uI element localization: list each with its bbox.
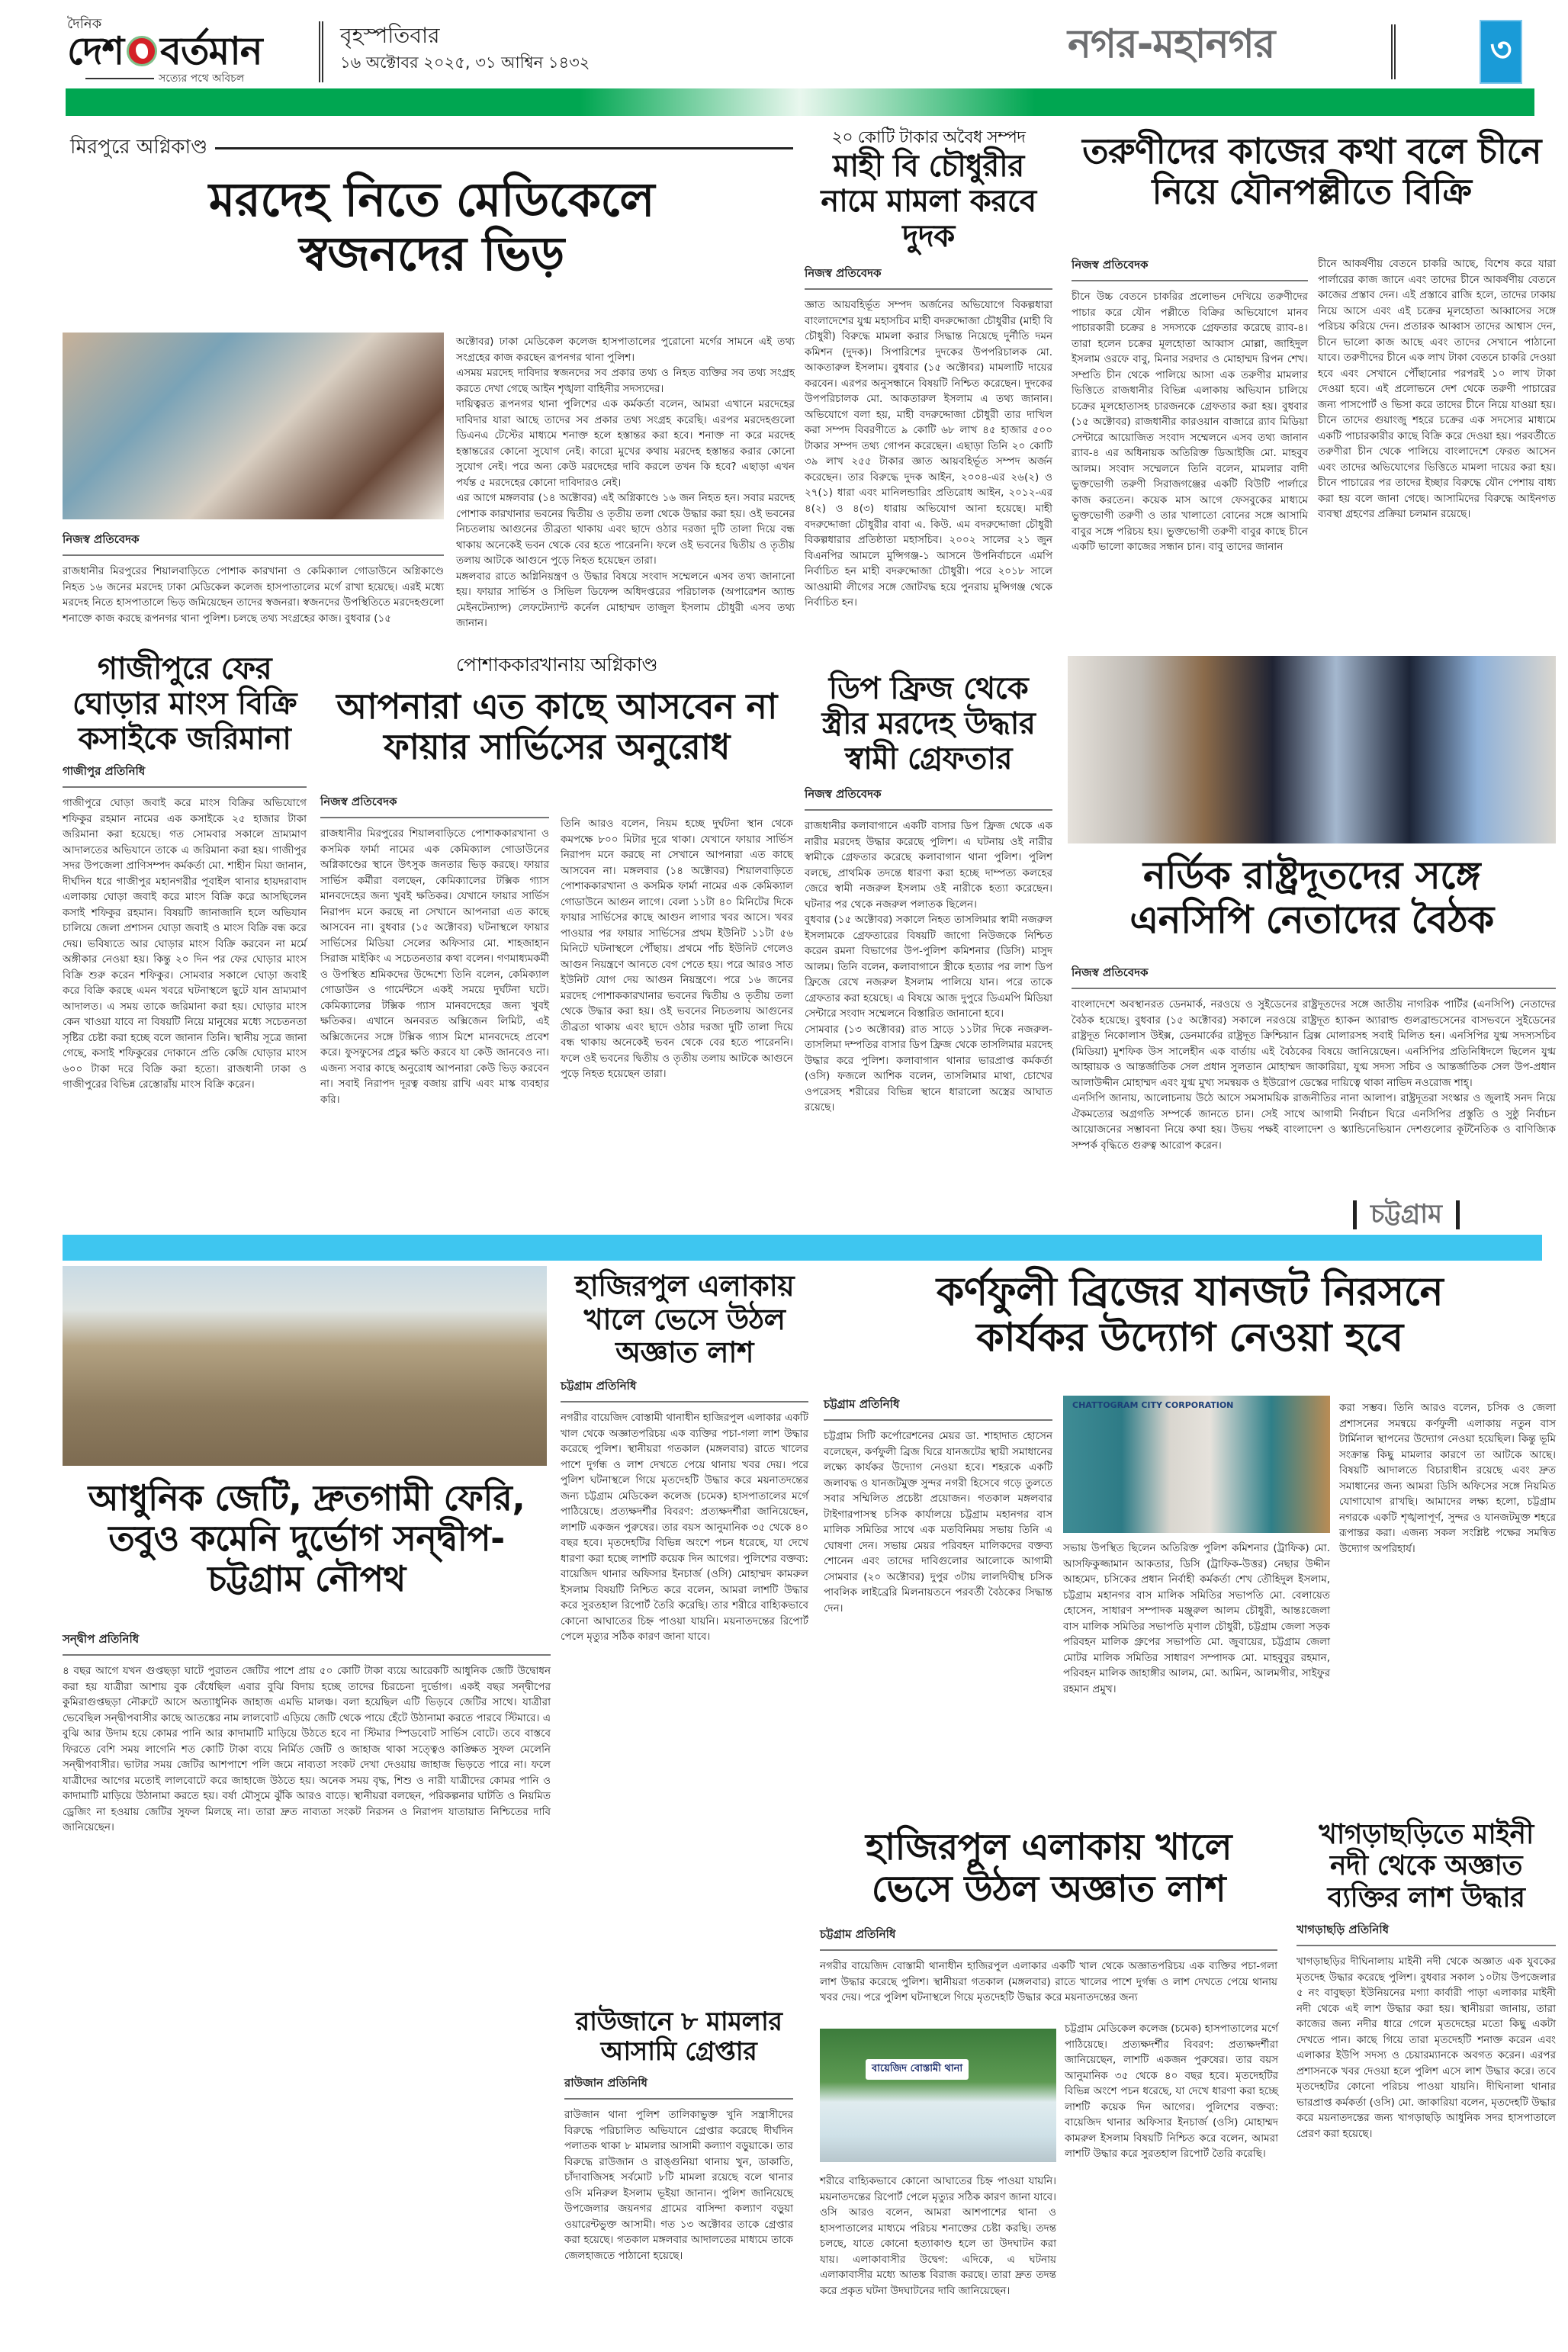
kicker-rule — [215, 147, 793, 149]
mahi-headline: মাহী বি চৌধুরীর নামে মামলা করবে দুদক — [821, 149, 1036, 255]
mirpur-col-1 — [63, 531, 444, 626]
logo-prefix: দৈনিক — [67, 16, 102, 32]
hajirpul-photo — [820, 2029, 1056, 2162]
sandwip-byline: সন্দ্বীপ প্রতিনিধি — [63, 1631, 551, 1656]
hajirpul-main-tail: শরীরে বাহ্যিকভাবে কোনো আঘাতের চিহ্ন পাওয়া যায়নি। ময়নাতদন্তের রিপোর্ট পেলে মৃত্যুর সঠিক কারণ জানা যাবে। ওসি আরও বলেন, আমরা আশপাশের থানা ও হাসপাতালের মাধ্যমে পরিচয় শনাক্তের চেষ্টা করছি। তদন্ত চলছে, যাতে কোনো হত্যাকাণ্ড হলে তা উদঘাটন করা যায়। এলাকাবাসীর উদ্বেগ: এদিকে, এ ঘটনায় এলাকাবাসীর মধ্যে আতঙ্ক বিরাজ করছে। তারা দ্রুত তদন্ত করে প্রকৃত ঘটনা উদঘাটনের দাবি জানিয়েছেন। — [820, 2175, 1056, 2297]
police-station-sign: বায়েজিদ বোস্তামী থানা — [866, 2059, 969, 2080]
hajirpul-main-headline-line-2: ভেসে উঠল অজ্ঞাত লাশ — [871, 1868, 1226, 1911]
karnaphuli-photo — [1063, 1396, 1330, 1533]
mirpur-headline — [70, 172, 793, 281]
sandwip-headline: আধুনিক জেটি, দ্রুতগামী ফেরি, তবুও কমেনি দুর্ভোগ সন্দ্বীপ-চট্টগ্রাম নৌপথ — [88, 1477, 525, 1599]
section-title: নগর-মহানগর — [1068, 21, 1275, 67]
fire-col-1 — [320, 793, 549, 1107]
bangladesh-map-logo-icon — [127, 36, 157, 66]
fire-headline-line-2: ফায়ার সার্ভিসের অনুরোধ — [384, 725, 730, 767]
nordic-photo — [1068, 656, 1556, 843]
region-band — [63, 1235, 1542, 1261]
gazipur-byline: গাজীপুর প্রতিনিধি — [63, 763, 307, 788]
mirpur-para: এর আগে মঙ্গলবার (১৪ অক্টোবর) এই অগ্নিকাণ্ডে ১৬ জন নিহত হন। সবার মরদেহ পোশাক কারখানার ভবনের দ্বিতীয় ও তৃতীয় তলা থেকে উদ্ধার করা হয়। ওই ভবনের নিচতলায় আগুনের তীব্রতা থাকায় এবং ছাদে ওঠার দরজা দুটি তালা দিয়ে বন্ধ থাকায় অনেকেই ভবন থেকে বের হতে পারেননি। ফলে ওই ভবনের দ্বিতীয় ও তৃতীয় তলায় আটকে আগুনে পুড়ে নিহত হয়েছেন তারা। — [456, 492, 795, 567]
issue-day: বৃহস্পতিবার — [340, 23, 440, 48]
mahi-body: জ্ঞাত আয়বহির্ভূত সম্পদ অর্জনের অভিযোগে বিকল্পধারা বাংলাদেশের যুগ্ম মহাসচিব মাহী বদরুদ্দোজা চৌধুরীর (মাহী বি চৌধুরী) বিরুদ্ধে মামলা করার সিদ্ধান্ত নিয়েছে দুর্নীতি দমন কমিশন (দুদক)। সিপারিশের দুদকের উপপরিচালক মো. আকতারুল ইসলাম। বুধবার (১৫ অক্টোবর) মামলাটি দায়ের করবেন। এরপর অনুসন্ধানে বিষয়টি নিশ্চিত করেছেন। দুদকের উপপরিচালক মো. আকতারুল ইসলাম এ তথ্য জানান। অভিযোগে বলা হয়, মাহী বদরুদ্দোজা চৌধুরী তার দাখিল করা সম্পদ বিবরণীতে ৯ কোটি ৬৮ লাখ ৪৫ হাজার ৫০০ টাকার সম্পদ তথ্য গোপন করেছেন। এছাড়া তিনি ২০ কোটি ৩৯ লাখ ২৫৫ টাকার জ্ঞাত আয়বহির্ভূত সম্পদ অর্জন করেছেন। তার বিরুদ্ধে দুদক আইন, ২০০৪-এর ২৬(২) ও ২৭(১) ধারা এবং মানিলন্ডারিং প্রতিরোধ আইন, ২০১২-এর ৪(২) ও ৪(৩) ধারায় অভিযোগ আনা হয়েছে। মাহী বদরুদ্দোজা চৌধুরীর বাবা এ. কিউ. এম বদরুদ্দোজা চৌধুরী বিকল্পধারার প্রতিষ্ঠাতা মহাসচিব। ২০০২ সালের ২১ জুন বিএনপির আমলে মুন্সিগঞ্জ-১ আসনে উপনির্বাচনে এমপি নির্বাচিত হন মাহী বদরুদ্দোজা চৌধুরী। পরে ২০১৮ সালে আওয়ামী লীগের সঙ্গে জোটবদ্ধ হয়ে পুনরায় মুন্সিগঞ্জ থেকে নির্বাচিত হন। — [805, 299, 1052, 609]
hajirpul-main-byline: চট্টগ্রাম প্রতিনিধি — [820, 1926, 1277, 1951]
raozan-body: রাউজান থানা পুলিশ তালিকাভুক্ত খুনি সন্ত্রাসীদের বিরুদ্ধে পরিচালিত অভিযানে গ্রেপ্তার করেছে দীর্ঘদিন পলাতক থাকা ৮ মামলার আসামী কল্যাণ বড়ুয়াকে। তার বিরুদ্ধে রাউজান ও রাঙ্গুনিয়া থানায় খুন, ডাকাতি, চাঁদাবাজিসহ সর্বমোট ৮টি মামলা রয়েছে বলে থানার ওসি মনিরুল ইসলাম ভূইয়া জানান। পুলিশ জানিয়েছে উপজেলার জয়নগর গ্রামের বাসিন্দা কল্যাণ বড়ুয়া ওয়ারেন্টভুক্ত আসামী। গত ১৩ অক্টোবর তাকে গ্রেপ্তার করা হয়েছে। গতকাল মঙ্গলবার আদালতের মাধ্যমে তাকে জেলহাজতে পাঠানো হয়েছে। — [564, 2109, 793, 2262]
header-band — [66, 88, 1534, 116]
nordic-para: বাংলাদেশে অবস্থানরত ডেনমার্ক, নরওয়ে ও সুইডেনের রাষ্ট্রদূতদের সঙ্গে জাতীয় নাগরিক পার্টির (এনসিপি) নেতাদের বৈঠক হয়েছে। বুধবার (১৫ অক্টোবর) সকালে নরওয়ে রাষ্ট্রদূত হ্যাকন অ্যারাল্ড গুলব্রান্ডসেনের বাসভবনে সুইডেনের রাষ্ট্রদূত নিকোলাস উইক্স, ডেনমার্কের রাষ্ট্রদূত ক্রিশ্চিয়ান ব্রিক্স মোলারসহ সবাই মিলিত হন। এনসিপির যুগ্ম সদস্যসচিব (মিডিয়া) মুশফিক উস সালেহীন এক বার্তায় এই বৈঠকের বিষয়ে জানিয়েছেন। এনসিপির প্রতিনিধিদলে ছিলেন যুগ্ম আহ্বায়ক ও আন্তর্জাতিক সেল প্রধান সুলতান মোহাম্মদ জাকারিয়া, যুগ্ম সদস্য সচিব ও আন্তর্জাতিক সেল উপ-প্রধান আলাউদ্দীন মোহাম্মদ এবং যুগ্ম মুখ্য সমন্বয়ক ও ইউরোপ ডেস্কের দায়িত্বে থাকা নাভিদ নওরোজ শাহ্‌। — [1072, 998, 1556, 1089]
china-body-1: চীনে উচ্চ বেতনে চাকরির প্রলোভন দেখিয়ে তরুণীদের পাচার করে যৌন পল্লীতে বিক্রির অভিযোগে মানব পাচারকারী চক্রের ৪ সদস্যকে গ্রেফতার করেছে র‍্যাব-৪। তারা হলেন চক্রের মূলহোতা আব্বাস মোল্লা, জাহিদুল ইসলাম ওরফে বাবু, মিনার সরদার ও মোহাম্মদ রিপন শেখ। সম্প্রতি চীন থেকে পালিয়ে আসা এক তরুণীর মামলার ভিত্তিতে রাজধানীর বিভিন্ন এলাকায় অভিযান চালিয়ে চক্রের মূলহোতাসহ চারজনকে গ্রেফতার করা হয়। বুধবার (১৫ অক্টোবর) রাজধানীর কারওয়ান বাজারে র‍্যাব মিডিয়া সেন্টারে আয়োজিত সংবাদ সম্মেলনে এসব তথ্য জানান র‍্যাব-৪ এর অধিনায়ক অতিরিক্ত ডিআইজি মো. মাহবুব আলম। সংবাদ সম্মেলনে তিনি বলেন, মামলার বাদী ভুক্তভোগী তরুণী সিরাজগঞ্জের একটি বিউটি পার্লারে কাজ করতেন। কয়েক মাস আগে ফেসবুকের মাধ্যমে ভুক্তভোগী তরুণী ও তার খালাতো বোনের সঙ্গে আসামি বাবুর সঙ্গে পরিচয় হয়। ভুক্তভোগী তরুণী বাবুর কাছে চীনে একটি ভালো কাজের সন্ধান চান। বাবু তাদের জানান — [1072, 291, 1308, 554]
mahi-article — [805, 128, 1052, 611]
mirpur-para: দায়িত্বরত রূপনগর থানা পুলিশের এক কর্মকর্তা বলেন, আমরা এখানে মরদেহের দাবিদার যারা আছে তাদের সব প্রকার তথ্য সংগ্রহ করেছি। এরপর মরদেহগুলো ডিএনএ টেস্টের মাধ্যমে শনাক্ত হলে হস্তান্তর করা হবে। শনাক্ত না করে মরদেহ হস্তান্তরের কোনো সুযোগ নেই। কারো মুখের কথায় মরদেহ হস্তান্তর করার কোনো সুযোগ নেই। পরে অন্য কেউ মরদেহের দাবি করলে তখন কি হবে? এছাড়া এখন পর্যন্ত ৫ মরদেহের কোনো দাবিদারও নেই। — [456, 398, 795, 489]
mirpur-headline-line-2: স্বজনদের ভিড় — [299, 226, 564, 282]
khagrachari-headline: খাগড়াছড়িতে মাইনী নদী থেকে অজ্ঞাত ব্যক্তির লাশ উদ্ধার — [1319, 1819, 1534, 1913]
hajirpul-short-body: নগরীর বায়েজিদ বোস্তামী থানাধীন হাজিরপুল এলাকার একটি খাল থেকে অজ্ঞাতপরিচয় এক ব্যক্তির পচা-গলা লাশ উদ্ধার করেছে পুলিশ। স্থানীয়রা গতকাল (মঙ্গলবার) রাতে খালের পাশে দুর্গন্ধ ও লাশ দেখতে পেয়ে থানায় খবর দেয়। পরে পুলিশ ঘটনাস্থলে গিয়ে মৃতদেহটি উদ্ধার করে ময়নাতদন্তের জন্য চট্টগ্রাম মেডিকেল কলেজ (চমেক) হাসপাতালের মর্গে পাঠিয়েছে। প্রত্যক্ষদর্শীর বিবরণ: প্রত্যক্ষদর্শীরা জানিয়েছেন, লাশটি একজন পুরুষের। তার বয়স আনুমানিক ৩৫ থেকে ৪০ বছর হবে। মৃতদেহটির বিভিন্ন অংশে পচন ধরেছে, যা দেখে ধারণা করা হচ্ছে লাশটি কয়েক দিন আগের। পুলিশের বক্তব্য: বায়েজিদ থানার অফিসার ইনচার্জ (ওসি) মোহাম্মদ কামরুল ইসলাম বিষয়টি নিশ্চিত করে বলেন, আমরা লাশটি উদ্ধার করে সুরতহাল রিপোর্ট তৈরি করেছি। তার শরীরে বাহ্যিকভাবে কোনো আঘাতের চিহ্ন পাওয়া যায়নি। ময়নাতদন্তের রিপোর্ট পেলে মৃত্যুর সঠিক কারণ জানা যাবে। — [561, 1412, 808, 1644]
mirpur-para: এসময় মরদেহ দাবিদার স্বজনদের সব প্রকার তথ্য ও নিহত ব্যক্তির সব তথ্য সংগ্রহ করতে দেখা গেছে আইন শৃঙ্খলা বাহিনীর সদস্যদের। — [456, 367, 795, 395]
mirpur-body-1: রাজধানীর মিরপুরের শিয়ালবাড়িতে পোশাক কারখানা ও কেমিক্যাল গোডাউনে অগ্নিকাণ্ডে নিহত ১৬ জনের মরদেহ ঢাকা মেডিকেল কলেজ হাসপাতালের মর্গে রাখা হয়েছে। এরই মধ্যে মরদেহ নিতে হাসপাতালে ভিড় জমিয়েছেন তাদের স্বজনরা। স্বজনদের উপস্থিতিতে মরদেহগুলো শনাক্তে কাজ করছে রূপনগর থানা পুলিশ। চলছে তথ্য সংগ্রহের কাজ। বুধবার (১৫ — [63, 565, 444, 625]
fire-kicker: পোশাককারখানায় অগ্নিকাণ্ড — [455, 654, 658, 676]
china-headline-line-2: নিয়ে যৌনপল্লীতে বিক্রি — [1152, 170, 1472, 212]
region-label-text: চট্টগ্রাম — [1370, 1199, 1442, 1230]
hajirpul-short-article — [561, 1270, 808, 1645]
fire-byline: নিজস্ব প্রতিবেদক — [320, 793, 549, 818]
logo-word-right: বর্তমান — [160, 28, 262, 73]
nordic-headline-line-1: নর্ডিক রাষ্ট্রদূতদের সঙ্গে — [1142, 853, 1481, 898]
page-number-badge: ৩ — [1480, 20, 1522, 84]
nordic-byline: নিজস্ব প্রতিবেদক — [1072, 964, 1556, 989]
fire-headline-line-1: আপনারা এত কাছে আসবেন না — [336, 686, 777, 727]
mahi-kicker: ২০ কোটি টাকার অবৈধ সম্পদ — [831, 128, 1026, 147]
mirpur-col-2 — [456, 334, 795, 631]
nordic-body — [1072, 964, 1556, 1153]
mirpur-byline: নিজস্ব প্রতিবেদক — [63, 531, 444, 556]
hajirpul-main-body: চট্টগ্রাম মেডিকেল কলেজ (চমেক) হাসপাতালের মর্গে পাঠিয়েছে। প্রত্যক্ষদর্শীর বিবরণ: প্রত্যক্ষদর্শীরা জানিয়েছেন, লাশটি একজন পুরুষের। তার বয়স আনুমানিক ৩৫ থেকে ৪০ বছর হবে। মৃতদেহটির বিভিন্ন অংশে পচন ধরেছে, যা দেখে ধারণা করা হচ্ছে লাশটি কয়েক দিন আগের। পুলিশের বক্তব্য: বায়েজিদ থানার অফিসার ইনচার্জ (ওসি) মোহাম্মদ কামরুল ইসলাম বিষয়টি নিশ্চিত করে বলেন, আমরা লাশটি উদ্ধার করে সুরতহাল রিপোর্ট তৈরি করেছি। — [1065, 2023, 1278, 2161]
hajirpul-main-lead — [820, 1926, 1277, 2006]
karnaphuli-headline — [824, 1270, 1556, 1361]
china-headline-line-1: তরুণীদের কাজের কথা বলে চীনে — [1082, 130, 1541, 172]
gazipur-article — [63, 651, 307, 1093]
region-bar-left — [1353, 1200, 1357, 1229]
fire-body-1: রাজধানীর মিরপুরের শিয়ালবাড়িতে পোশাককারখানা ও কসমিক ফার্মা নামের এক কেমিক্যাল গোডাউনের অগ্নিকাণ্ডের স্থানে উৎসুক জনতার ভিড় করছে। ফায়ার সার্ভিস কর্মীরা বলছেন, কেমিক্যালের টক্সিক গ্যাস মানবদেহের জন্য খুবই ক্ষতিকর। যেখানে ফায়ার সার্ভিস নিরাপদ মনে করছে না সেখানে আপনারা এত কাছে আসবেন না। বুধবার (১৫ অক্টোবর) ঘটনাস্থলে ফায়ার সার্ভিসের মিডিয়া সেলের অফিসার মো. শাহজাহান সিরাজ মাইকিং এ সচেতনতার কথা বলেন। গণমাধ্যমকর্মী ও উপস্থিত শ্রমিকদের উদ্দেশ্যে তিনি বলেন, কেমিক্যাল গোডাউন ও গার্মেন্টসে একই সময়ে দুর্ঘটনা ঘটে। কেমিক্যালের টক্সিক গ্যাস মানবদেহের জন্য খুবই ক্ষতিকর। এখানে অনবরত অক্সিজেন লিমিট, এই অক্সিজেনের সঙ্গে টক্সিক গ্যাস মিশে মানবদেহে প্রবেশ করে। ফুসফুসের প্রচুর ক্ষতি করবে যা কেউ জানবেও না। এজন্য সবার কাছে অনুরোধ আপনারা কেউ ভিড় করবেন না। সবাই নিরাপদ দূরত্ব বজায় রাখি এবং মাস্ক ব্যবহার করি। — [320, 827, 549, 1106]
nordic-para: এনসিপি জানায়, আলোচনায় উঠে আসে সমসাময়িক রাজনীতির নানা আলাপ। রাষ্ট্রদূতরা সংস্কার ও জুলাই সনদ নিয়ে ঐকমত্যের অগ্রগতি সম্পর্কে জানতে চান। সেই সাথে আগামী নির্বাচন ঘিরে এনসিপির প্রস্তুতি ও সুষ্ঠু নির্বাচন আয়োজনের সম্ভাবনা নিয়ে কথা হয়। উভয় পক্ষই বাংলাদেশ ও স্ক্যান্ডিনেভিয়ান দেশগুলোর কূটনৈতিক ও বাণিজ্যিক সম্পর্ক বৃদ্ধিতে গুরুত্ব আরোপ করেন। — [1072, 1092, 1556, 1152]
raozan-article — [564, 2007, 793, 2264]
karnaphuli-body-3: সভায় উপস্থিত ছিলেন অতিরিক্ত পুলিশ কমিশনার (ট্রাফিক) মো. আসফিকুজ্জামান আকতার, ডিসি (ট্রাফিক-উত্তর) নেছার উদ্দীন আহমেদ, চসিকের প্রধান নির্বাহী কর্মকর্তা শেখ তৌহিদুল ইসলাম, চট্টগ্রাম মহানগর বাস মালিক সমিতির সভাপতি মো. বেলায়েত হোসেন, সাধারণ সম্পাদক মঞ্জুরুল আলম চৌধুরী, আন্তঃজেলা বাস মালিক সমিতির সভাপতি মৃণাল চৌধুরী, চট্টগ্রাম জেলা সড়ক পরিবহন মালিক গ্রুপের সভাপতি মো. জুবায়ের, চট্টগ্রাম জেলা মোটর মালিক সমিতির সাধারণ সম্পাদক মো. মাহবুবুর রহমান, পরিবহন মালিক জাহাঙ্গীর আলম, মো. আমিন, আলমগীর, সাইফুর রহমান প্রমুখ। — [1063, 1542, 1330, 1695]
logo-tagline-row — [85, 73, 296, 85]
issue-date-block — [340, 23, 590, 72]
karnaphuli-headline-line-1: কর্ণফুলী ব্রিজের যানজট নিরসনে — [936, 1269, 1444, 1315]
karnaphuli-body-1: চট্টগ্রাম সিটি কর্পোরেশনের মেয়র ডা. শাহাদাত হোসেন বলেছেন, কর্ণফুলী ব্রিজ ঘিরে যানজটের স্থায়ী সমাধানের লক্ষ্যে কার্যকর উদ্যোগ নেওয়া হবে। শহরকে একটি জলাবদ্ধ ও যানজটমুক্ত সুন্দর নগরী হিসেবে গড়ে তুলতে সবার সম্মিলিত প্রচেষ্টা প্রয়োজন। গতকাল মঙ্গলবার টাইগারপাসস্থ চসিক কার্যালয়ে চট্টগ্রাম মহানগর বাস মালিক সমিতির সাথে এক মতবিনিময় সভায় তিনি এ ঘোষণা দেন। সভায় মেয়র পরিবহন মালিকদের বক্তব্য শোনেন এবং তাদের দাবিগুলোর আলোকে আগামী সোমবার (২০ অক্টোবর) দুপুর ৩টায় লালদিঘীস্থ চসিক পাবলিক লাইব্রেরি মিলনায়তনে পরবর্তী বৈঠকের সিদ্ধান্ত দেন। — [824, 1430, 1052, 1615]
freeze-para: বুধবার (১৫ অক্টোবর) সকালে নিহত তাসলিমার স্বামী নজরুল ইসলামকে গ্রেফতারের বিষয়টি জাগো নিউজকে নিশ্চিত করেন রমনা বিভাগের উপ-পুলিশ কমিশনার (ডিসি) মাসুদ আলম। তিনি বলেন, কলাবাগানে স্ত্রীকে হত্যার পর লাশ ডিপ ফ্রিজে রেখে নজরুল ইসলাম পালিয়ে যান। পরে তাকে গ্রেফতার করা হয়েছে। এ বিষয়ে আজ দুপুরে ডিএমপি মিডিয়া সেন্টারে সংবাদ সম্মেলনে বিস্তারিত জানানো হবে। — [805, 914, 1052, 1020]
khagrachari-byline: খাগড়াছড়ি প্রতিনিধি — [1296, 1921, 1556, 1946]
sandwip-photo — [63, 1266, 547, 1466]
tagline-rule — [85, 78, 154, 79]
mahi-byline: নিজস্ব প্রতিবেদক — [805, 265, 1052, 290]
sandwip-body: ৪ বছর আগে যখন গুপ্তছড়া ঘাটে পুরাতন জেটির পাশে প্রায় ৫০ কোটি টাকা ব্যয়ে আরেকটি আধুনিক জেটি উদ্বোধন করা হয় যাত্রীরা আশায় বুক বেঁধেছিল এবার বুঝি বিদায় হচ্ছে তাদের চিরচেনা দুর্ভোগ। একই বছর সন্দ্বীপের কুমিরাগুপ্তছড়া নৌরুটে আসে অত্যাধুনিক জাহাজ এমভি মালঞ্চ। বলা হয়েছিল এটি ভিড়বে জেটির সাথে। যাত্রীরা ভেবেছিল সন্দ্বীপবাসীর কাছে আতঙ্কের নাম লালবোট এড়িয়ে জেটি থেকে পায়ে হেঁটে উঠানামা করতে পারবে স্টিমারে। এ বুঝি আর উদাম হয়ে কোমর পানি আর কাদামাটি মাড়িয়ে উঠতে হবে না স্টিমার স্পিডবোট সার্ভিস বোটে। তবে বাস্তবে ফিরতে বেশি সময় লাগেনি শত কোটি টাকা ব্যয়ে নির্মিত জেটি ও জাহাজ থাকা সত্ত্বেও কাঙ্ক্ষিত সুফল মেলেনি সন্দ্বীপবাসীর। ভাটার সময় জেটির আশপাশে পলি জমে নাব্যতা সংকট দেখা দেওয়ায় জাহাজ ভিড়তে পারে না। ফলে যাত্রীদের আগের মতোই লালবোটে করে জাহাজে উঠতে হয়। অনেক সময় বৃদ্ধ, শিশু ও নারী যাত্রীদের কোমর পানি ও কাদামাটি মাড়িয়ে উঠানামা করতে হয়। বর্ষা মৌসুমে ঝুঁকি আরও বাড়ে। স্থানীয়রা বলছেন, পরিকল্পনার ঘাটতি ও নিয়মিত ড্রেজিং না হওয়ায় জেটির সুফল মিলছে না। তারা দ্রুত নাব্যতা সংকট নিরসন ও নিরাপদ যাতায়াত নিশ্চিতের দাবি জানিয়েছেন। — [63, 1665, 551, 1834]
hajirpul-short-byline: চট্টগ্রাম প্রতিনিধি — [561, 1377, 808, 1403]
nordic-headline — [1068, 854, 1556, 942]
raozan-headline: রাউজানে ৮ মামলার আসামি গ্রেপ্তার — [575, 2007, 782, 2068]
mirpur-headline-line-1: মরদেহ নিতে মেডিকেলে — [208, 172, 655, 227]
hajirpul-main-lead-text: নগরীর বায়েজিদ বোস্তামী থানাধীন হাজিরপুল এলাকার একটি খাল থেকে অজ্ঞাতপরিচয় এক ব্যক্তির পচা-গলা লাশ উদ্ধার করেছে পুলিশ। স্থানীয়রা গতকাল (মঙ্গলবার) রাতে খালের পাশে দুর্গন্ধ ও লাশ দেখতে পেয়ে থানায় খবর দেয়। পরে পুলিশ ঘটনাস্থলে গিয়ে মৃতদেহটি উদ্ধার করে ময়নাতদন্তের জন্য — [820, 1960, 1277, 2004]
freeze-para: রাজধানীর কলাবাগানে একটি বাসার ডিপ ফ্রিজ থেকে এক নারীর মরদেহ উদ্ধার করেছে পুলিশ। এ ঘটনায় ওই নারীর স্বামীকে গ্রেফতার করেছে কলাবাগান থানা পুলিশ। পুলিশ বলছে, প্রাথমিক তদন্তে ধারণা করা হচ্ছে দাম্পত্য কলহের জেরে স্বামী নজরুল ইসলাম ওই নারীকে হত্যা করেছেন। ঘটনার পর থেকে নজরুল পলাতক ছিলেন। — [805, 820, 1052, 911]
khagrachari-body: খাগড়াছড়ির দীঘিনালায় মাইনী নদী থেকে অজ্ঞাত এক যুবকের মৃতদেহ উদ্ধার করেছে পুলিশ। বুধবার সকাল ১০টায় উপজেলার ৫ নং বাবুছড়া ইউনিয়নের মগ্যা কার্বারী পাড়া এলাকার মাইনী নদী থেকে এই লাশ উদ্ধার করা হয়। স্থানীয়রা জানায়, তারা কাজের জন্য নদীর ধারে গেলে মৃতদেহের মতো কিছু একটা দেখতে পান। কাছে গিয়ে তারা মৃতদেহটি শনাক্ত করেন এবং এলাকার ইউপি সদস্য ও চেয়ারম্যানকে অবগত করেন। এরপর প্রশাসনকে খবর দেওয়া হলে পুলিশ এসে লাশ উদ্ধার করে। তবে মৃতদেহটির কোনো পরিচয় পাওয়া যায়নি। দীঘিনালা থানার ভারপ্রাপ্ত কর্মকর্তা (ওসি) মো. জাকারিয়া বলেন, মৃতদেহটি উদ্ধার করে ময়নাতদন্তের জন্য খাগড়াছড়ি আধুনিক সদর হাসপাতালে প্রেরণ করা হয়েছে। — [1296, 1955, 1556, 2140]
fire-headline — [320, 686, 793, 767]
gazipur-headline: গাজীপুরে ফের ঘোড়ার মাংস বিক্রি কসাইকে জরিমানা — [72, 651, 297, 757]
khagrachari-article — [1296, 1819, 1556, 2142]
mirpur-para: অক্টোবর) ঢাকা মেডিকেল কলেজ হাসপাতালের পুরোনো মর্গের সামনে এই তথ্য সংগ্রহের কাজ করছেন রূপনগর থানা পুলিশ। — [456, 336, 795, 364]
masthead-divider — [319, 21, 323, 82]
fire-body-2: তিনি আরও বলেন, নিয়ম হচ্ছে দুর্ঘটনা স্থান থেকে কমপক্ষে ৮০০ মিটার দূরে থাকা। যেখানে ফায়ার সার্ভিস নিরাপদ মনে করছে না সেখানে আপনারা এত কাছে আসবেন না। মঙ্গলবার (১৪ অক্টোবর) শিয়ালবাড়িতে পোশাককারখানা ও কসমিক ফার্মা নামের এক কেমিক্যাল গোডাউনে আগুন লাগে। বেলা ১১টা ৪০ মিনিটের দিকে ফায়ার সার্ভিসের কাছে আগুন লাগার খবর আসে। খবর পাওয়ার পর ফায়ার সার্ভিসের প্রথম ইউনিট ১১টা ৫৬ মিনিটে ঘটনাস্থলে পৌঁছায়। প্রথমে পাঁচ ইউনিট গেলেও আগুন নিয়ন্ত্রণে আনতে বেগ পেতে হয়। পরে আরও সাত ইউনিট যোগ দেয় আগুন নিয়ন্ত্রণে। পরে ১৬ জনের মরদেহ পোশাককারখানার ভবনের দ্বিতীয় ও তৃতীয় তলা থেকে উদ্ধার করা হয়। ওই ভবনের নিচতলায় আগুনের তীব্রতা থাকায় এবং ছাদে ওঠার দরজা দুটি তালা দিয়ে বন্ধ থাকায় অনেকেই ভবন থেকে বের হতে পারেননি। ফলে ওই ভবনের দ্বিতীয় ও তৃতীয় তলায় আটকে আগুনে পুড়ে নিহত হয়েছেন তারা। — [561, 818, 793, 1081]
region-bar-right — [1456, 1200, 1460, 1229]
hajirpul-main-headline — [820, 1827, 1277, 1910]
china-headline — [1068, 131, 1556, 212]
china-col-1 — [1072, 256, 1308, 555]
freeze-byline: নিজস্ব প্রতিবেদক — [805, 786, 1052, 811]
china-byline: নিজস্ব প্রতিবেদক — [1072, 256, 1308, 281]
karnaphuli-col-1 — [824, 1396, 1052, 1616]
issue-date: ১৬ অক্টোবর ২০২৫, ৩১ আশ্বিন ১৪৩২ — [340, 53, 590, 72]
freeze-headline: ডিপ ফ্রিজ থেকে স্ত্রীর মরদেহ উদ্ধার স্বামী গ্রেফতার — [821, 671, 1036, 776]
gazipur-body: গাজীপুরে ঘোড়া জবাই করে মাংস বিক্রির অভিযোগে শফিকুর রহমান নামের এক কসাইকে ২৫ হাজার টাকা জরিমানা করা হয়েছে। গত সোমবার সকালে ভ্রাম্যমাণ আদালতের অভিযানে তাকে এ জরিমানা করা হয়। গাজীপুর সদর উপজেলা প্রাণিসম্পদ কর্মকর্তা মো. শাহীন মিয়া জানান, দীর্ঘদিন ধরে গাজীপুর মহানগরীর পূবাইল থানার হায়দরাবাদ এলাকায় ঘোড়া জবাই করে মাংস বিক্রি করে আসছিলেন কসাই শফিকুর রহমান। বিষয়টি জানাজানি হলে অভিযান চালিয়ে জেলা প্রশাসন ঘোড়া জবাই ও মাংস বিক্রি বন্ধ করে দেয়। ভবিষ্যতে আর ঘোড়ার মাংস বিক্রি করবেন না মর্মে অঙ্গীকার নেওয়া হয়। কিন্তু ২০ দিন পর ফের ঘোড়ার মাংস বিক্রি শুরু করেন শফিকুর। সোমবার সকালে ঘোড়া জবাই করে বিক্রি করছে এমন খবরে ঘটনাস্থলে ছুটে যান ভ্রাম্যমাণ আদালত। এ সময় তাকে জরিমানা করা হয়। ঘোড়ার মাংস কেন খাওয়া যাবে না বিষয়টি নিয়ে মানুষের মধ্যে সচেতনতা সৃষ্টির চেষ্টা করা হচ্ছে বলে জানান তিনি। স্থানীয় সূত্রে জানা গেছে, কসাই শফিকুরের দোকানে প্রতি কেজি ঘোড়ার মাংস ৬০০ টাকা দরে বিক্রি করা হতো। রাজধানী ঢাকা ও গাজীপুরের বিভিন্ন রেস্তোরাঁয় মাংস বিক্রি করেন। — [63, 797, 307, 1091]
mirpur-kicker-text: মিরপুরে অগ্নিকাণ্ড — [70, 136, 208, 159]
mirpur-para: মঙ্গলবার রাতে অগ্নিনিয়ন্ত্রণ ও উদ্ধার বিষয়ে সংবাদ সম্মেলনে এসব তথ্য জানানো হয়। ফায়ার সার্ভিস ও সিভিল ডিফেন্স অধিদপ্তরের পরিচালক (অপারেশন অ্যান্ড মেইনটেন্যান্স) লেফটেন্যান্ট কর্নেল মোহাম্মদ তাজুল ইসলাম চৌধুরী এসব তথ্য জানান। — [456, 570, 795, 630]
logo-word-left: দেশ — [67, 28, 124, 73]
freeze-para: সোমবার (১৩ অক্টোবর) রাত সাড়ে ১১টার দিকে নজরুল-তাসলিমা দম্পতির বাসার ডিপ ফ্রিজ থেকে তাসলিমার মরদেহ উদ্ধার করে পুলিশ। কলাবাগান থানার ভারপ্রাপ্ত কর্মকর্তা (ওসি) ফজলে আশিক বলেন, তাসলিমার মাথা, চোখের ওপরেসহ শরীরের বিভিন্ন স্থানে ধারালো অস্ত্রের আঘাত রয়েছে। — [805, 1023, 1052, 1114]
section-divider — [1391, 24, 1396, 79]
sandwip-body-block — [63, 1631, 551, 1836]
karnaphuli-body-2: করা সম্ভব। তিনি আরও বলেন, চসিক ও জেলা প্রশাসনের সমন্বয়ে কর্ণফুলী এলাকায় নতুন বাস টার্মিনাল স্থাপনের উদ্যোগ নেওয়া হয়েছিল। কিন্তু ভূমি সংক্রান্ত কিছু মামলার কারণে তা আটকে আছে। বিষয়টি আদালতে বিচারাধীন রয়েছে এবং দ্রুত সমাধানের জন্য আমরা ডিসি অফিসের সঙ্গে নিয়মিত যোগাযোগ রাখছি। আমাদের লক্ষ্য হলো, চট্টগ্রাম নগরকে একটি শৃঙ্খলাপূর্ণ, সুন্দর ও যানজটমুক্ত শহরে রূপান্তর করা। এজন্য সকল সংশ্লিষ্ট পক্ষের সমন্বিত উদ্যোগ অপরিহার্য। — [1339, 1402, 1556, 1555]
hajirpul-main-headline-line-1: হাজিরপুল এলাকায় খালে — [866, 1826, 1232, 1868]
karnaphuli-byline: চট্টগ্রাম প্রতিনিধি — [824, 1396, 1052, 1421]
logo-wordmark — [67, 28, 296, 73]
freeze-article — [805, 671, 1052, 1116]
china-body-2: চীনে আকর্ষণীয় বেতনে চাকরি আছে, বিশেষ করে যারা পার্লারের কাজ জানে এবং তাদের চীনে আকর্ষণীয় বেতনে কাজের প্রস্তাব দেন। এই প্রস্তাবে রাজি হলে, তাদের ঢাকায় নিয়ে আসে এবং এই চক্রের মূলহোতা আব্বাসের সঙ্গে পরিচয় করিয়ে দেন। প্রতারক আব্বাস তাদের আশ্বাস দেন, চীনে ভালো কাজ আছে এবং তাদের সেখানে পাঠানো যাবে। তরুণীদের চীনে এক লাখ টাকা বেতনে চাকরি দেওয়া হবে এবং সেখানে পৌঁছানোর পরপরই ১০ লাখ টাকা দেওয়া হবে। এই প্রলোভনে দেশ থেকে তরুণী পাচারের জন্য পাসপোর্ট ও ভিসা করে তাদের চীনে নিয়ে যাওয়া হয়। চীনে তাদের গুয়াংজু শহরে চক্রের এক সদস্যের মাধ্যমে একটি পাচারকারীর কাছে বিক্রি করে দেওয়া হয়। পরবর্তীতে তরুণীরা চীন থেকে পালিয়ে বাংলাদেশে ফেরত আসেন এবং তাদের অভিযোগের ভিত্তিতে মামলা দায়ের করা হয়। চীনে পাচারের পর তাদের ইচ্ছার বিরুদ্ধে যৌন পেশায় বাধ্য করা হয় বলে জানা গেছে। আসামিদের বিরুদ্ধে আইনগত ব্যবস্থা গ্রহণের প্রক্রিয়া চলমান রয়েছে। — [1318, 258, 1556, 521]
nordic-headline-line-2: এনসিপি নেতাদের বৈঠক — [1129, 897, 1494, 942]
hajirpul-short-headline: হাজিরপুল এলাকায় খালে ভেসে উঠল অজ্ঞাত লাশ — [574, 1269, 795, 1370]
mirpur-photo — [63, 333, 444, 519]
logo-tagline: সত্যের পথে অবিচল — [159, 72, 245, 85]
raozan-byline: রাউজান প্রতিনিধি — [564, 2074, 793, 2100]
karnaphuli-headline-line-2: কার্যকর উদ্যোগ নেওয়া হবে — [976, 1314, 1403, 1361]
region-label — [1353, 1200, 1460, 1229]
mirpur-kicker — [70, 131, 793, 165]
masthead-logo — [67, 17, 296, 85]
photo-sign-text: CHATTOGRAM CITY CORPORATION — [1072, 1400, 1234, 1410]
